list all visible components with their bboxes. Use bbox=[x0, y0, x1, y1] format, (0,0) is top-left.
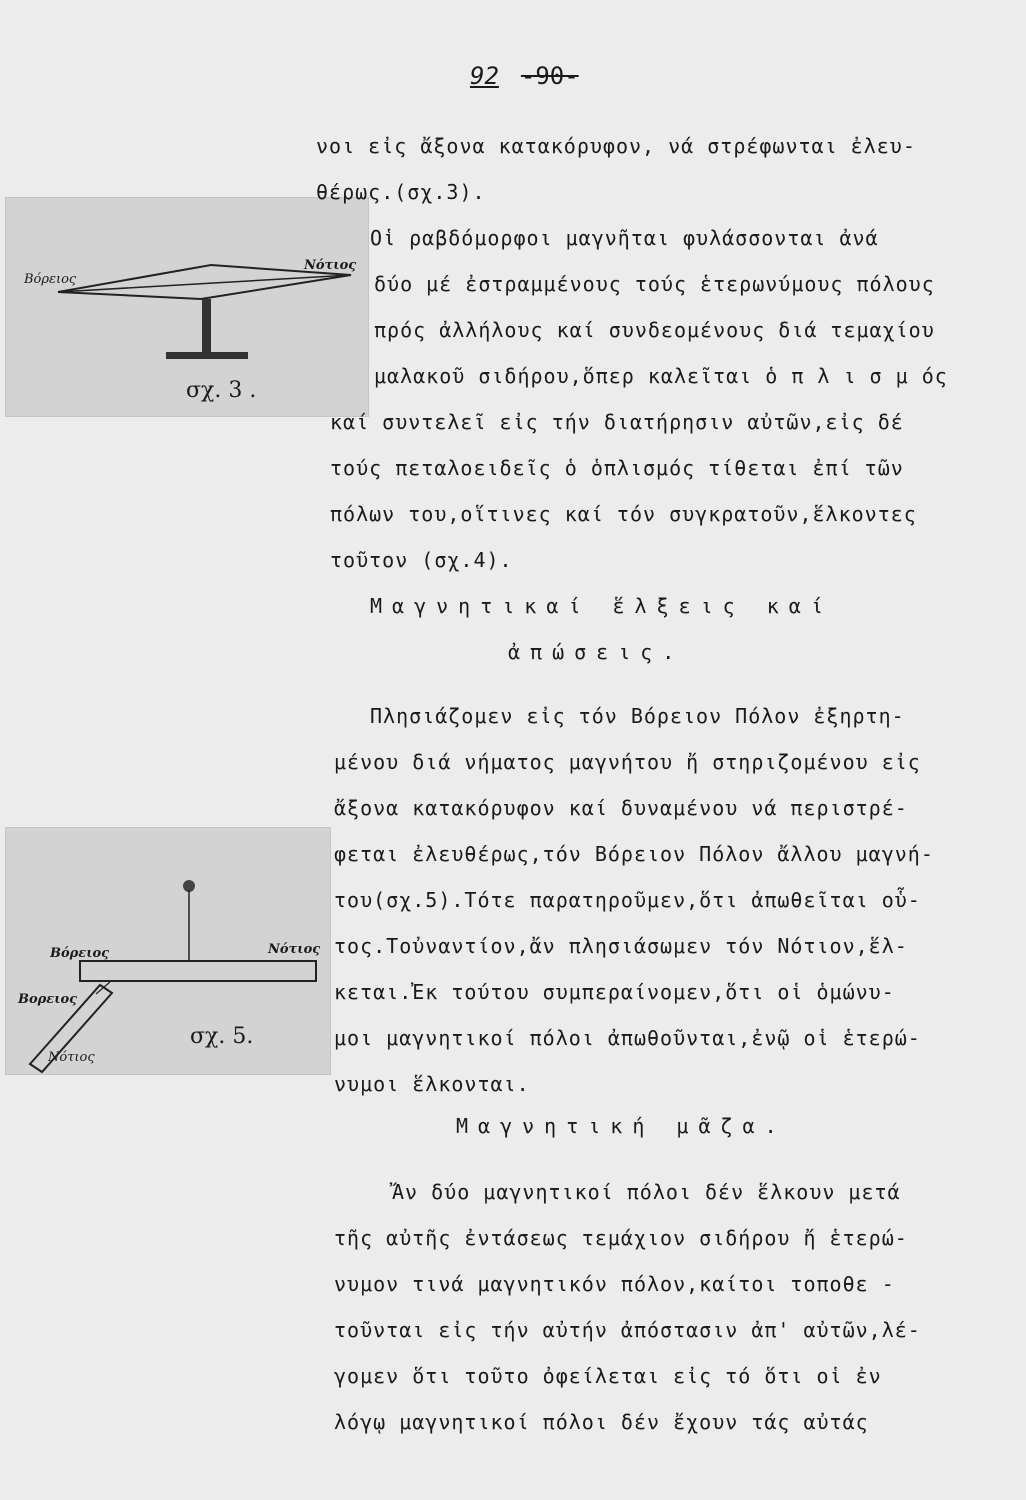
section-heading-magnetic-mass: Μαγνητική μᾶζα. bbox=[456, 1114, 787, 1138]
text-line: γομεν ὅτι τοῦτο ὀφείλεται εἰς τό ὅτι οἱ ἐν bbox=[334, 1364, 882, 1388]
text-line: τος.Τοὐναντίον,ἄν πλησιάσωμεν τόν Νότιον,ἕλ- bbox=[334, 934, 908, 958]
figure-3 bbox=[6, 198, 368, 416]
section-heading-attractions: Μαγνητικαί ἕλξεις καί bbox=[370, 594, 833, 618]
text-line: θέρως.(σχ.3). bbox=[316, 180, 486, 204]
text-line: πόλων του,οἵτινες καί τόν συγκρατοῦν,ἕλκοντες bbox=[330, 502, 917, 526]
text-line: Πλησιάζομεν εἰς τόν Βόρειον Πόλον ἐξηρτη- bbox=[370, 704, 905, 728]
fig5-label-north-top: Βόρειος bbox=[50, 946, 110, 961]
text-line: καί συντελεῖ εἰς τήν διατήρησιν αὐτῶν,εἰς δέ bbox=[330, 410, 904, 434]
text-line: τούς πεταλοειδεῖς ὁ ὁπλισμός τίθεται ἐπί τῶν bbox=[330, 456, 904, 480]
text-line: μένου διά νήματος μαγνήτου ἤ στηριζομένου εἰς bbox=[334, 750, 921, 774]
text-line: τοῦτον (σχ.4). bbox=[330, 548, 513, 572]
fig5-label-south-needle: Νότιος bbox=[48, 1050, 95, 1065]
fig5-caption: σχ. 5. bbox=[190, 1024, 254, 1049]
fig3-label-north: Βόρειος bbox=[24, 272, 77, 287]
fig5-label-north-needle: Βορειος bbox=[18, 992, 78, 1007]
fig3-caption: σχ. 3 . bbox=[186, 378, 257, 403]
text-line: του(σχ.5).Τότε παρατηροῦμεν,ὅτι ἀπωθεῖται οὗ- bbox=[334, 888, 921, 912]
text-line: πρός ἀλλήλους καί συνδεομένους διά τεμαχίου bbox=[374, 318, 935, 342]
page-number-old: -90- bbox=[520, 62, 579, 90]
text-line: Ἄν δύο μαγνητικοί πόλοι δέν ἕλκουν μετά bbox=[392, 1180, 901, 1204]
page-number-current: 92 bbox=[470, 62, 499, 90]
text-line: νυμοι ἕλκονται. bbox=[334, 1072, 530, 1096]
text-line: τοῦνται εἰς τήν αὐτήν ἀπόστασιν ἀπ' αὐτῶν,λέ- bbox=[334, 1318, 921, 1342]
fig3-label-south: Νότιος bbox=[304, 258, 357, 273]
text-line: Οἱ ραβδόμορφοι μαγνῆται φυλάσσονται ἀνά bbox=[370, 226, 879, 250]
figure-5 bbox=[6, 828, 330, 1074]
section-heading-attractions-cont: ἀπώσεις. bbox=[508, 640, 685, 664]
suspended-magnet bbox=[80, 961, 316, 981]
text-line: λόγῳ μαγνητικοί πόλοι δέν ἔχουν τάς αὐτάς bbox=[334, 1410, 869, 1434]
text-line: φεται ἐλευθέρως,τόν Βόρειον Πόλον ἄλλου μαγνή- bbox=[334, 842, 934, 866]
text-line: νυμον τινά μαγνητικόν πόλον,καίτοι τοποθε - bbox=[334, 1272, 895, 1296]
text-line: μαλακοῦ σιδήρου,ὅπερ καλεῖται ὁ π λ ι σ μ ός bbox=[374, 364, 948, 388]
text-line: νοι εἰς ἄξονα κατακόρυφον, νά στρέφωνται ἐλευ- bbox=[316, 134, 916, 158]
needle-stand-post bbox=[202, 299, 211, 354]
text-line: δύο μέ ἐστραμμένους τούς ἑτερωνύμους πόλους bbox=[374, 272, 935, 296]
text-line: μοι μαγνητικοί πόλοι ἀπωθοῦνται,ἐνῷ οἱ ἑτερώ- bbox=[334, 1026, 921, 1050]
text-line: κεται.Ἐκ τούτου συμπεραίνομεν,ὅτι οἱ ὁμώνυ- bbox=[334, 980, 895, 1004]
needle-stand-base bbox=[166, 352, 248, 359]
text-line: τῆς αὐτῆς ἐντάσεως τεμάχιον σιδήρου ἤ ἑτερώ- bbox=[334, 1226, 908, 1250]
fig5-label-south-top: Νότιος bbox=[268, 942, 321, 957]
text-line: ἄξονα κατακόρυφον καί δυναμένου νά περιστρέ- bbox=[334, 796, 908, 820]
page-number bbox=[470, 62, 579, 90]
